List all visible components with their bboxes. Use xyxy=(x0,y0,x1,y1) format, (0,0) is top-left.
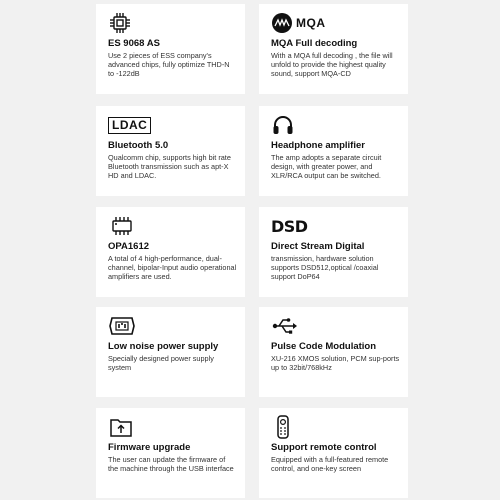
feature-description: transmission, hardware solution supports DSD512,optical /coaxial support DoP64 xyxy=(271,254,379,281)
feature-card-opa xyxy=(96,207,245,297)
feature-description: The amp adopts a separate circuit design, with greater power, and XLR/RCA output can be switched. xyxy=(271,153,382,180)
feature-description: A total of 4 high-performance, dual-channel, bipolar-Input audio operational amplifiers are used. xyxy=(108,254,237,281)
mqa-logo-icon xyxy=(271,10,400,36)
feature-card-es9068 xyxy=(96,4,245,94)
mqa-logo-text: MQA xyxy=(296,16,326,30)
feature-card-pcm xyxy=(259,307,408,397)
chip-icon xyxy=(108,10,237,36)
ldac-logo-icon xyxy=(108,112,237,138)
dsd-logo-icon xyxy=(271,213,400,239)
feature-card-dsd xyxy=(259,207,408,297)
feature-card-power xyxy=(96,307,245,397)
feature-description: The user can update the firmware of the machine through the USB interface xyxy=(108,455,234,473)
feature-title: Direct Stream Digital xyxy=(271,241,365,252)
feature-title: Bluetooth 5.0 xyxy=(108,140,169,151)
feature-title: Headphone amplifier xyxy=(271,140,365,151)
ldac-logo-text: LDAC xyxy=(108,117,151,134)
feature-card-firmware xyxy=(96,408,245,498)
folder-upload-icon xyxy=(108,414,237,440)
feature-description: XU-216 XMOS solution, PCM sup-ports up to 32bit/768kHz xyxy=(271,354,400,372)
feature-description: Use 2 pieces of ESS company's advanced chips, fully optimize THD-N to -122dB xyxy=(108,51,230,78)
feature-title: MQA Full decoding xyxy=(271,38,358,49)
feature-card-ldac xyxy=(96,106,245,196)
feature-title: Support remote control xyxy=(271,442,377,453)
remote-control-icon xyxy=(271,414,400,440)
feature-card-headphone xyxy=(259,106,408,196)
feature-description: With a MQA full decoding , the file will unfold to provide the highest quality sound, support MQA-CD xyxy=(271,51,393,78)
feature-title: Low noise power supply xyxy=(108,341,219,352)
feature-card-mqa xyxy=(259,4,408,94)
dsd-logo-text: DSD xyxy=(271,216,308,236)
feature-description: Equipped with a full-featured remote control, and one-key screen xyxy=(271,455,389,473)
opamp-chip-icon xyxy=(108,213,237,239)
feature-card-remote xyxy=(259,408,408,498)
usb-icon xyxy=(271,313,400,339)
feature-title: Pulse Code Modulation xyxy=(271,341,377,352)
power-socket-icon xyxy=(108,313,237,339)
feature-title: ES 9068 AS xyxy=(108,38,160,49)
feature-description: Specially designed power supply system xyxy=(108,354,214,372)
feature-description: Qualcomm chip, supports high bit rate Bluetooth transmission such as apt-X HD and LDAC. xyxy=(108,153,231,180)
headphones-icon xyxy=(271,112,400,138)
feature-title: OPA1612 xyxy=(108,241,150,252)
feature-title: Firmware upgrade xyxy=(108,442,191,453)
